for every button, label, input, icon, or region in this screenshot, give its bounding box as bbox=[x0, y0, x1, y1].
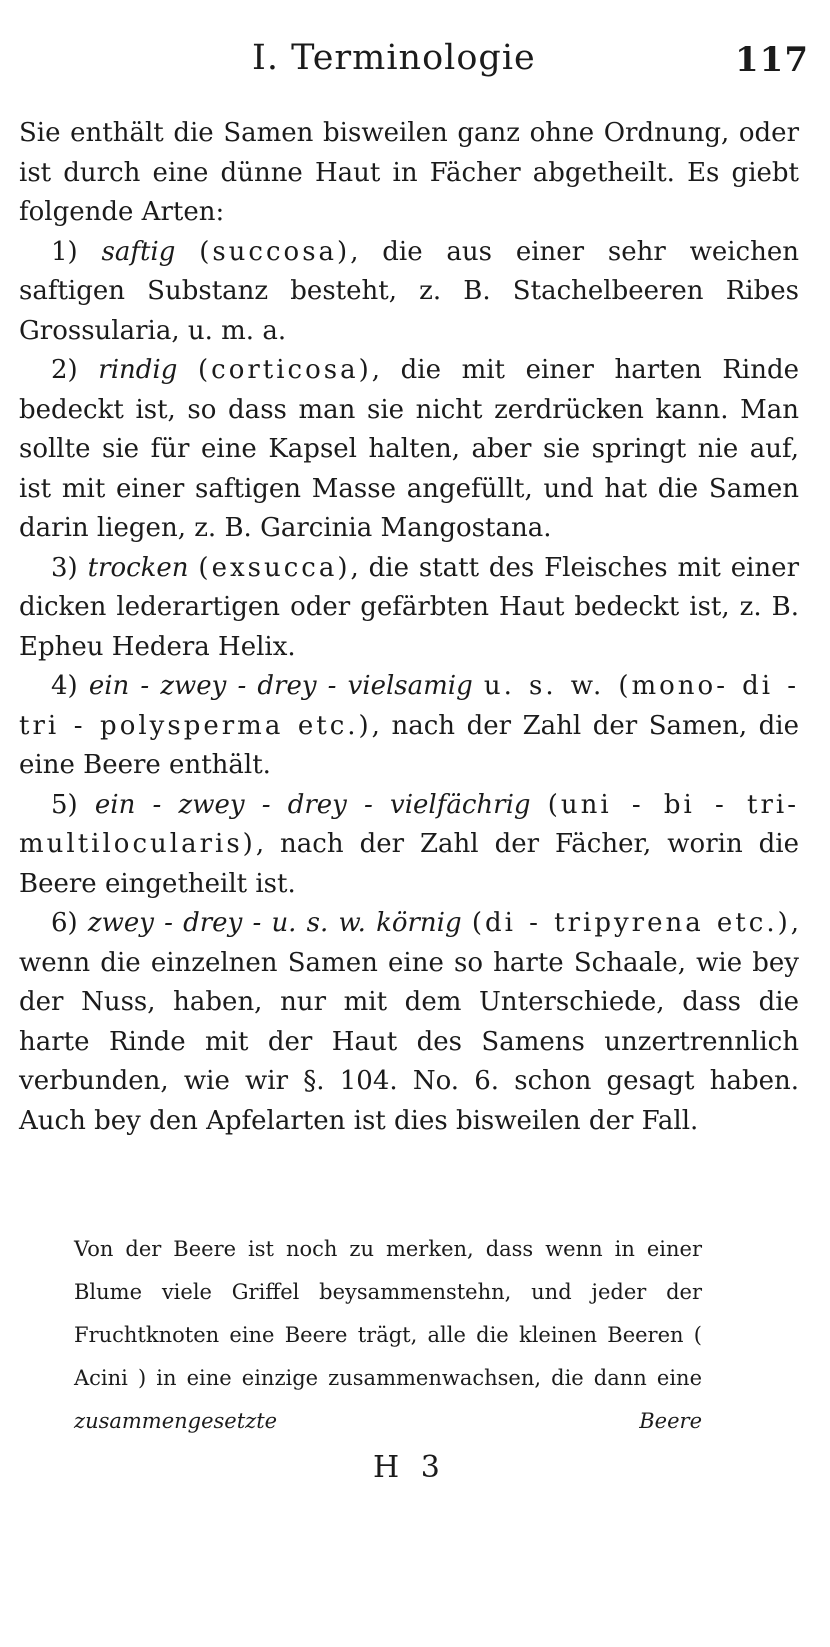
list-item bbox=[19, 786, 799, 905]
item-number: 1) bbox=[51, 236, 78, 267]
list-item bbox=[19, 667, 799, 786]
main-text bbox=[19, 114, 799, 1141]
page-number: 117 bbox=[735, 40, 809, 80]
item-text: , die mit einer harten Rinde bedeckt ist, so dass man sie nicht zerdrücken kann. Man sollte sie für eine Kapsel halten, aber sie springt nie auf, ist mit einer saftigen Masse angefüllt, und hat die Samen darin liegen, z. B. Garcinia Mangostana. bbox=[19, 355, 799, 543]
footnote-text: Von der Beere ist noch zu merken, dass wenn in einer Blume viele Griffel beysammenstehn, und jeder der Fruchtknoten eine Beere trägt, alle die kleinen Beeren ( Acini ) in eine einzige zusammenwachsen, die dann eine bbox=[74, 1237, 702, 1390]
item-text: , nach der Zahl der Samen, die eine Beere enthält. bbox=[19, 710, 799, 780]
item-number: 2) bbox=[51, 355, 78, 385]
list-item bbox=[19, 904, 799, 1141]
item-term: rindig bbox=[98, 355, 178, 385]
item-term: saftig bbox=[101, 236, 176, 267]
item-text: , die statt des Fleisches mit einer dicken lederartigen oder gefärbten Haut bedeckt ist, z. B. Epheu Hedera Helix. bbox=[19, 552, 799, 662]
item-latin: u. s. w. (mono- di - tri - polysperma etc.) bbox=[19, 671, 799, 741]
item-number: 3) bbox=[51, 552, 78, 583]
page-header bbox=[0, 38, 830, 94]
item-number: 6) bbox=[51, 908, 78, 938]
item-latin: (exsucca) bbox=[198, 552, 351, 583]
footnote-paragraph bbox=[74, 1228, 702, 1443]
footnote-italic: zusammengesetzte Beere bbox=[74, 1409, 702, 1433]
running-head: I. Terminologie bbox=[252, 38, 536, 78]
list-item bbox=[19, 549, 799, 668]
item-latin: (corticosa) bbox=[198, 355, 372, 385]
item-latin: (succosa) bbox=[199, 236, 351, 267]
item-latin: (uni - bi - tri- multilocularis) bbox=[19, 789, 800, 859]
list-item bbox=[19, 233, 799, 352]
item-text: , die aus einer sehr weichen saftigen Substanz besteht, z. B. Stachelbeeren Ribes Grossularia, u. m. a. bbox=[19, 236, 799, 346]
footnote bbox=[74, 1228, 702, 1443]
item-term: ein - zwey - drey - vielsamig bbox=[88, 671, 473, 701]
item-number: 5) bbox=[51, 789, 78, 820]
item-term: trocken bbox=[87, 552, 189, 583]
item-text: , nach der Zahl der Fächer, worin die Beere eingetheilt ist. bbox=[19, 829, 799, 899]
item-number: 4) bbox=[51, 671, 78, 701]
list-item bbox=[19, 351, 799, 549]
intro-paragraph: Sie enthält die Samen bisweilen ganz ohne Ordnung, oder ist durch eine dünne Haut in Fächer abgetheilt. Es giebt folgende Arten: bbox=[19, 118, 799, 227]
item-text: , wenn die einzelnen Samen eine so harte Schaale, wie bey der Nuss, haben, nur mit dem Unterschiede, dass die harte Rinde mit der Haut des Samens unzertrennlich verbunden, wie wir §. 104. No. 6. schon gesagt haben. Auch bey den Apfelarten ist dies bisweilen der Fall. bbox=[19, 908, 799, 1136]
signature-mark: H 3 bbox=[373, 1450, 446, 1485]
item-latin: (di - tripyrena etc.) bbox=[471, 908, 791, 938]
item-term: ein - zwey - drey - vielfächrig bbox=[94, 789, 531, 820]
item-term: zwey - drey - u. s. w. körnig bbox=[87, 908, 462, 938]
